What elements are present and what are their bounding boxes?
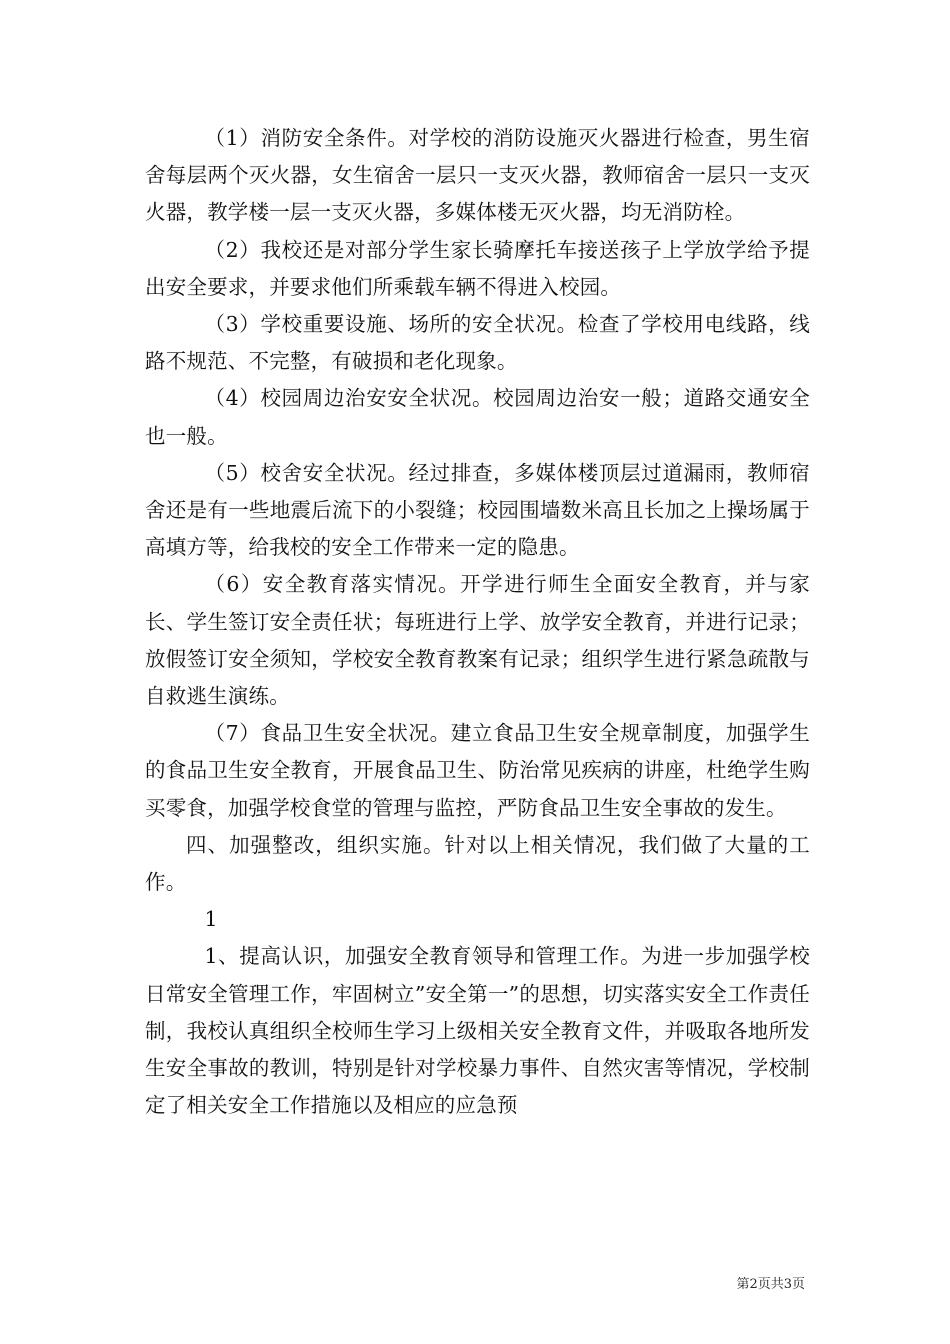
paragraph-facilities-safety: （3）学校重要设施、场所的安全状况。检查了学校用电线路，线路不规范、不完整，有破损和老化现象。 (145, 312, 810, 374)
paragraph-raise-awareness: 1、提高认识，加强安全教育领导和管理工作。为进一步加强学校日常安全管理工作，牢固树立”安全第一”的思想，切实落实安全工作责任制，我校认真组织全校师生学习上级相关安全教育文件，并吸取各地所发生安全事故的教训，特别是针对学校暴力事件、自然灾害等情况，学校制定了相关安全工作措施以及相应的应急预 (145, 944, 810, 1118)
paragraph-parent-transport: （2）我校还是对部分学生家长骑摩托车接送孩子上学放学给予提出安全要求，并要求他们所乘载车辆不得进入校园。 (145, 237, 810, 299)
page-number: 第2页共3页 (736, 1277, 805, 1292)
paragraph-number-one: 1 (204, 907, 218, 932)
paragraph-section-four: 四、加强整改，组织实施。针对以上相关情况，我们做了大量的工作。 (145, 832, 810, 895)
paragraph-campus-surroundings: （4）校园周边治安安全状况。校园周边治安一般；道路交通安全也一般。 (145, 386, 810, 448)
document-body (145, 120, 810, 1124)
paragraph-food-safety: （7）食品卫生安全状况。建立食品卫生安全规章制度，加强学生的食品卫生安全教育，开展食品卫生、防治常见疾病的讲座，杜绝学生购买零食，加强学校食堂的管理与监控，严防食品卫生安全事故的发生。 (145, 721, 810, 820)
paragraph-building-safety: （5）校舍安全状况。经过排查，多媒体楼顶层过道漏雨，教师宿舍还是有一些地震后流下的小裂缝；校园围墙数米高且长加之上操场属于高填方等，给我校的安全工作带来一定的隐患。 (145, 460, 810, 560)
paragraph-fire-safety: （1）消防安全条件。对学校的消防设施灭火器进行检查，男生宿舍每层两个灭火器，女生宿舍一层只一支灭火器，教师宿舍一层只一支灭火器，教学楼一层一支灭火器，多媒体楼无灭火器，均无消防栓。 (145, 126, 810, 225)
paragraph-safety-education: （6）安全教育落实情况。开学进行师生全面安全教育，并与家长、学生签订安全责任状；每班进行上学、放学安全教育，并进行记录；放假签订安全须知，学校安全教育教案有记录；组织学生进行紧急疏散与自救逃生演练。 (145, 572, 810, 709)
